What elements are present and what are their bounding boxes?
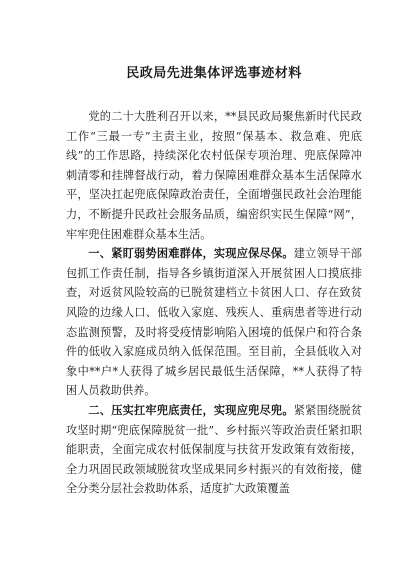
- section-one-paragraph: [66, 244, 362, 401]
- section-two-heading: 二、压实扛牢兜底责任，实现应兜尽兜。: [88, 402, 294, 417]
- document-title: 民政局先进集体评选事迹材料: [126, 66, 302, 81]
- section-one-heading: 一、紧盯弱势困难群体，实现应保尽保。: [88, 246, 294, 261]
- section-two-paragraph: [66, 401, 362, 499]
- intro-paragraph: [66, 107, 362, 244]
- paragraph-body: 党的二十大胜利召开以来，**县民政局聚焦新时代民政工作“三最一专”主责主业，按照“保基本、救急难、兜底线”的工作思路，持续深化农村低保专项治理、兜底保障冲刺清零和挂牌督战行动，着力保障困难群众基本生活保障水平，坚决扛起兜底保障政治责任，全面增强民政社会治理能力，不断提升民政社会服务品质，编密织实民生保障“网”，牢牢兜住困难群众基本生活。: [66, 110, 362, 241]
- section-one-body: 建立领导干部包抓工作责任制，指导各乡镇街道深入开展贫困人口摸底排查，对返贫风险较高的已脱贫建档立卡贫困人口、存在致贫风险的边缘人口、低收入家庭、残疾人、重病患者等进行动态监测预警，及时将受疫情影响陷入困境的低保户和符合条件的低收入家庭成员纳入低保范围。至目前，全县低收入对象中**户*人获得了城乡居民最低生活保障，**人获得了特困人员救助供养。: [66, 247, 362, 398]
- section-two-body: 紧紧围绕脱贫攻坚时期“兜底保障脱贫一批”、乡村振兴等政治责任紧扣职能职责，全面完成农村低保制度与扶贫开发政策有效衔接，全力巩固民政领域脱贫攻坚成果同乡村振兴的有效衔接，健全分类分层社会救助体系，适度扩大政策覆盖: [66, 403, 362, 496]
